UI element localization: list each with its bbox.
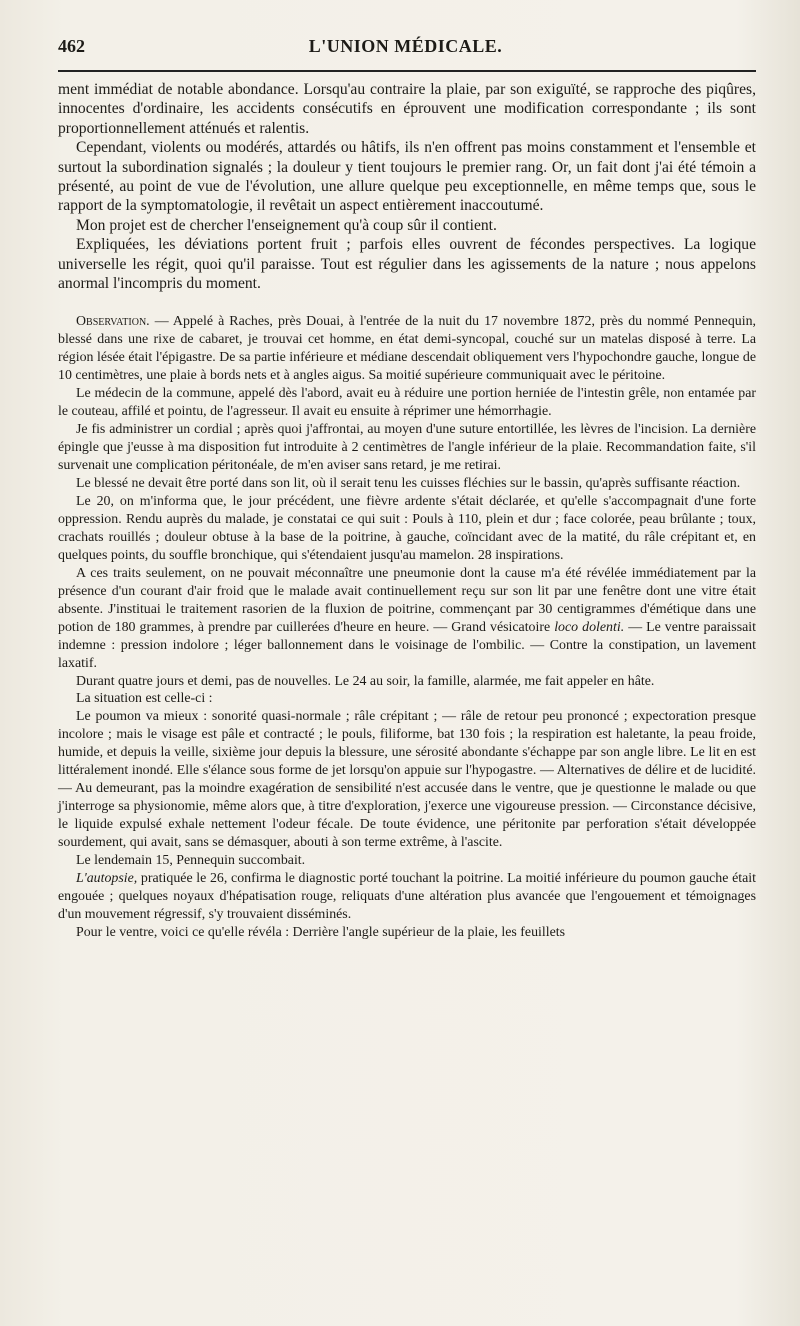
paragraph: La situation est celle-ci :	[76, 691, 213, 707]
paragraph-text: — Le ventre paraissait indemne : pression indolore ; léger ballonnement dans le voisinage de l'ombilic. — Contre la constipation, un lavement laxatif.	[58, 619, 756, 671]
observation-label: Observation.	[76, 314, 150, 330]
paragraph: Le blessé ne devait être porté dans son lit, où il serait tenu les cuisses fléchies sur le bassin, qu'après suffisante réaction.	[76, 476, 741, 492]
paragraph: Pour le ventre, voici ce qu'elle révéla : Derrière l'angle supérieur de la plaie, les feuillets	[76, 924, 566, 940]
paragraph: Expliquées, les déviations portent fruit ; parfois elles ouvrent de fécondes perspectives. La logique universelle les régit, quoi qu'il paraisse. Tout est régulier dans les agissements de la nature ; nous appelons anormal l'incompris du moment.	[58, 236, 756, 293]
paragraph: Cependant, violents ou modérés, attardés ou hâtifs, ils n'en offrent pas moins constamment et l'ensemble et surtout la subordination signalés ; la douleur y tient toujours le premier rang. Or, un fait dont j'ai été témoin a présenté, au point de vue de l'évolution, une allure quelque peu exceptionnelle, en même temps que, sous le rapport de la symptomatologie, il revêtait un aspect entièrement inaccoutumé.	[58, 139, 756, 215]
page-number: 462	[58, 36, 85, 56]
paragraph: Le poumon va mieux : sonorité quasi-normale ; râle crépitant ; — râle de retour peu prononcé ; expectoration presque incolore ; mais le visage est pâle et contracté ; le pouls, filiforme, bat 130 fois ; la respiration est haletante, la peau froide, humide, et depuis la veille, sixième jour depuis la blessure, une sérosité abondante s'échappe par son angle libre. Le lit en est littéralement inondé. Elle s'élance sous forme de jet lorsqu'on appuie sur l'hypogastre. — Alternatives de délire et de lucidité. — Au demeurant, pas la moindre exagération de sensibilité n'est accusée dans le ventre, que je questionne le malade ou que j'interroge sa physionomie, même alors que, à titre d'exploration, j'exerce une vigoureuse pression. — Circonstance décisive, le liquide expulsé exhale nettement l'odeur fécale. De toute évidence, une péritonite par perforation s'était développée sourdement, qui avait, sans se démasquer, abouti à son terme extrême, à l'ascite.	[58, 709, 756, 851]
italic-term: loco dolenti.	[554, 619, 625, 635]
paragraph: Le médecin de la commune, appelé dès l'abord, avait eu à réduire une portion herniée de l'intestin grêle, non entamée par le couteau, affilé et pointu, de l'agresseur. Il avait eu ensuite à réprimer une hémorrhagie.	[58, 386, 756, 420]
journal-title: L'UNION MÉDICALE.	[308, 36, 503, 56]
paragraph: ment immédiat de notable abondance. Lorsqu'au contraire la plaie, par son exiguïté, se rapproche des piqûres, innocentes d'ordinaire, les accidents consécutifs en éprouvent une modification correspondante ; ils sont proportionnellement atténués et ralentis.	[58, 81, 756, 137]
paragraph: Durant quatre jours et demi, pas de nouvelles. Le 24 au soir, la famille, alarmée, me fait appeler en hâte.	[76, 673, 655, 689]
paragraph: Le 20, on m'informa que, le jour précédent, une fièvre ardente s'était déclarée, et qu'elle s'accompagnait d'une forte oppression. Rendu auprès du malade, je constatai ce qui suit : Pouls à 110, plein et dur ; face colorée, peau brûlante ; toux, crachats rouillés ; douleur obtuse à la base de la poitrine, à gauche, coïncidant avec de la matité, du râle crépitant et, en quelques points, du souffle bronchique, qui s'étendaient jusqu'au mamelon. 28 inspirations.	[58, 494, 756, 563]
paragraph	[58, 565, 756, 673]
paragraph: Je fis administrer un cordial ; après quoi j'affrontai, au moyen d'une suture entortillée, les lèvres de l'incision. La dernière épingle que j'eusse à ma disposition fut introduite à 2 centimètres de l'angle inférieur de la plaie. Recommandation faite, s'il survenait une complication péritonéale, de m'en aviser sans retard, je me retirai.	[58, 422, 756, 474]
intro-text	[58, 80, 756, 293]
paragraph-text: pratiquée le 26, confirma le diagnostic porté touchant la poitrine. La moitié inférieure du poumon gauche était engouée ; quelques noyaux d'hépatisation rouge, reliquats d'une altération plus avancée que l'engouement et témoignages d'un mouvement régressif, s'y trouvaient disséminés.	[58, 871, 756, 922]
paragraph: Mon projet est de chercher l'enseignement qu'à coup sûr il contient.	[76, 216, 497, 234]
observation-paragraph	[58, 313, 756, 385]
running-head	[58, 36, 756, 62]
observation-text: — Appelé à Raches, près Douai, à l'entrée de la nuit du 17 novembre 1872, près du nommé Pennequin, blessé dans une rixe de cabaret, je trouvai cet homme, en état demi-syncopal, couché sur un matelas disposé à terre. La région lésée était l'épigastre. De sa partie inférieure et médiane descendait obliquement vers l'hypochondre gauche, longue de 10 centimètres, une plaie à bords nets et à angles aigus. Sa moitié supérieure communiquait avec le péritoine.	[58, 314, 756, 384]
observation-section	[58, 313, 756, 941]
header-rule	[58, 70, 756, 72]
paragraph-text: A ces traits seulement, on ne pouvait méconnaître une pneumonie dont la cause m'a été révélée immédiatement par la présence d'un courant d'air froid que le malade avait continuellement reçu sur son lit par une fenêtre dont une vitre était absente. J'instituai le traitement rasorien de la fluxion de poitrine, commençant par 30 centigrammes d'émétique dans une potion de 180 grammes, à prendre par cuillerées d'heure en heure. — Grand vésicatoire	[58, 565, 756, 635]
italic-term: L'autopsie,	[76, 871, 138, 887]
paragraph: Le lendemain 15, Pennequin succombait.	[76, 853, 306, 869]
paragraph	[58, 870, 756, 924]
